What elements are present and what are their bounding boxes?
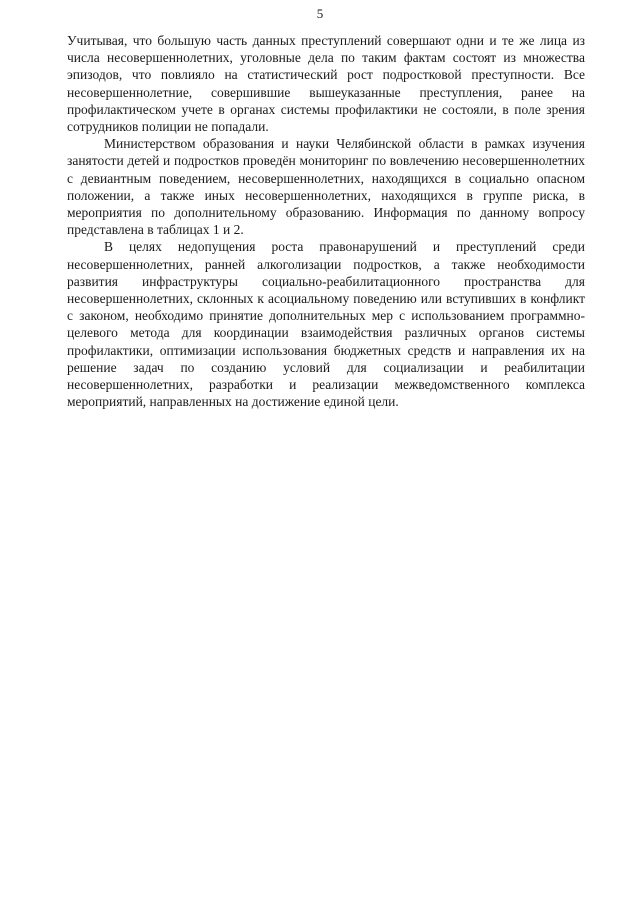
document-body [67,32,585,410]
paragraph-statistics: Учитывая, что большую часть данных преступлений совершают одни и те же лица из числа несовершеннолетних, уголовные дела по таким фактам состоят из множества эпизодов, что повлияло на статистический рост подростковой преступности. Все несовершеннолетние, совершившие вышеуказанные преступления, ранее на профилактическом учете в органах системы профилактики не состояли, в поле зрения сотрудников полиции не попадали. [67,33,585,135]
page-number: 5 [316,6,324,21]
paragraph-monitoring: Министерством образования и науки Челябинской области в рамках изучения занятости детей и подростков проведён мониторинг по вовлечению несовершеннолетних с девиантным поведением, несовершеннолетних, находящихся в социально опасном положении, а также иных несовершеннолетних, находящихся в группе риска, в мероприятия по дополнительному образованию. Информация по данному вопросу представлена в таблицах 1 и 2. [67,136,585,238]
paragraph-measures: В целях недопущения роста правонарушений и преступлений среди несовершеннолетних, ранней алкоголизации подростков, а также необходимости развития инфраструктуры социально-реабилитационного пространства для несовершеннолетних, склонных к асоциальному поведению или вступивших в конфликт с законом, необходимо принятие дополнительных мер с использованием программно-целевого метода для координации взаимодействия различных органов системы профилактики, оптимизации использования бюджетных средств и направления их на решение задач по созданию условий для социализации и реабилитации несовершеннолетних, разработки и реализации межведомственного комплекса мероприятий, направленных на достижение единой цели. [67,239,585,410]
